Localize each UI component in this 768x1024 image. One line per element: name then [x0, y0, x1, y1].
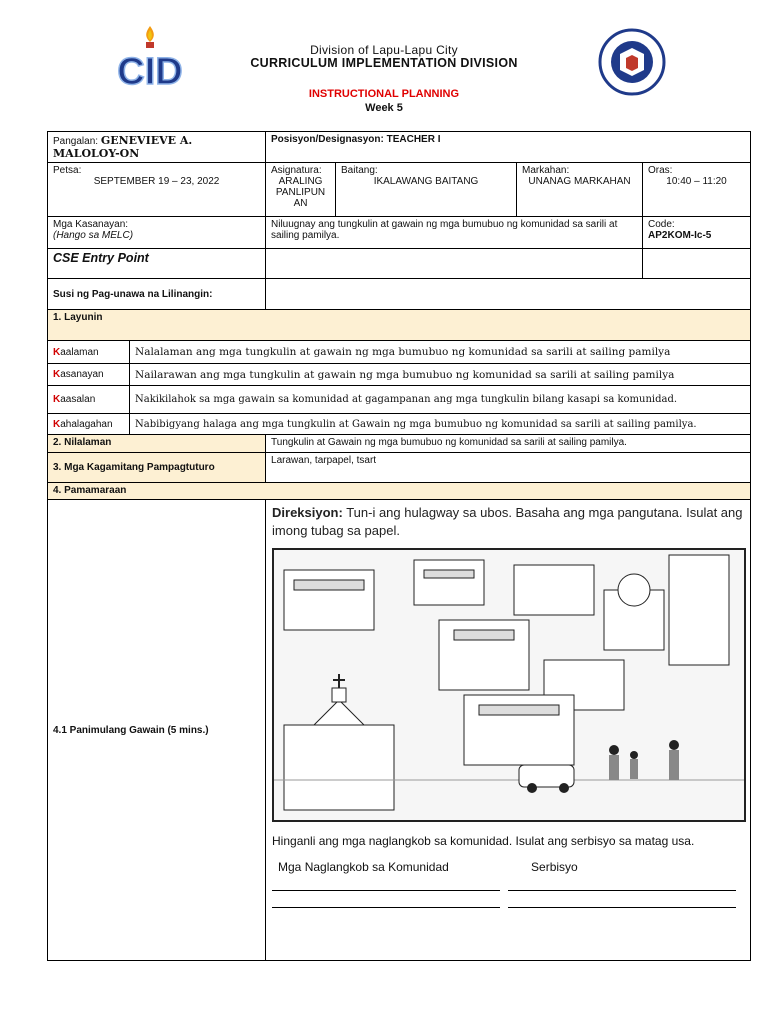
competency-sub: (Hango sa MELC)	[53, 230, 134, 241]
grade-value: IKALAWANG BAITANG	[373, 176, 479, 187]
week-label: Week 5	[365, 102, 403, 114]
direction-label: Direksiyon:	[272, 505, 343, 520]
grade-label: Baitang:	[341, 165, 378, 176]
objective-text: Nailarawan ang mga tungkulin at gawain ng mga bumubuo ng komunidad sa sarili at sailing pamilya	[130, 364, 751, 386]
answer-line-row	[272, 878, 744, 891]
objective-initial: K	[53, 369, 61, 380]
instruction-text: Hinganli ang mga naglangkob sa komunidad. Isulat ang serbisyo sa matag usa.	[272, 834, 695, 848]
document-header	[0, 0, 768, 130]
date-value: SEPTEMBER 19 – 23, 2022	[93, 176, 220, 187]
objective-initial: K	[53, 418, 61, 430]
office-name: CURRICULUM IMPLEMENTATION DIVISION	[250, 56, 518, 70]
objective-initial: K	[53, 346, 61, 358]
name-value: GENEVIEVE A. MALOLOY-ON	[53, 134, 193, 160]
direction-body: Tun-i ang hulagway sa ubos. Basaha ang mga pangutana. Isulat ang imong tubag sa papel.	[272, 505, 743, 538]
row-details	[48, 163, 751, 217]
objective-text: Nakikilahok sa mga gawain sa komunidad at gagampanan ang mga tungkulin bilang kasapi sa komunidad.	[130, 386, 751, 414]
row-name	[48, 132, 751, 163]
subject-label: Asignatura:	[271, 165, 322, 176]
name-label: Pangalan:	[53, 136, 99, 147]
answer-line[interactable]	[508, 895, 736, 908]
planning-table	[47, 131, 751, 961]
objective-label: asanayan	[60, 369, 104, 380]
row-panimula	[48, 500, 751, 961]
column-heading-community: Mga Naglangkob sa Komunidad	[278, 860, 449, 874]
answer-line[interactable]	[508, 878, 736, 891]
objective-text: Nalalaman ang mga tungkulin at gawain ng mga bumubuo ng komunidad sa sarili at sailing pamilya	[130, 341, 751, 364]
answer-line[interactable]	[272, 878, 500, 891]
objective-row	[48, 364, 751, 386]
cse-label: CSE Entry Point	[48, 249, 266, 279]
objective-label: aasalan	[60, 394, 96, 405]
objective-label: aalaman	[60, 346, 99, 358]
column-heading-service: Serbisyo	[531, 860, 578, 874]
row-kagamitan	[48, 453, 751, 483]
code-label: Code:	[648, 219, 675, 230]
nilalaman-value: Tungkulin at Gawain ng mga bumubuo ng komunidad sa sarili at sailing pamilya.	[266, 435, 751, 453]
direction-text	[272, 504, 744, 540]
pamamaraan-heading: 4. Pamamaraan	[48, 483, 751, 500]
row-competency	[48, 217, 751, 249]
kagamitan-label: 3. Mga Kagamitang Pampagtuturo	[48, 453, 266, 483]
objective-row	[48, 341, 751, 364]
objective-row	[48, 386, 751, 414]
objective-row	[48, 414, 751, 435]
susi-label: Susi ng Pag-unawa na Lilinangin:	[48, 279, 266, 310]
division-name: Division of Lapu-Lapu City	[310, 43, 458, 57]
cid-logo-text: CID	[117, 51, 183, 92]
answer-line-row	[272, 895, 744, 908]
nilalaman-label: 2. Nilalaman	[48, 435, 266, 453]
kagamitan-value: Larawan, tarpapel, tsart	[266, 453, 751, 483]
row-nilalaman	[48, 435, 751, 453]
answer-columns	[272, 860, 744, 874]
position-value: TEACHER I	[386, 134, 441, 145]
date-label: Petsa:	[53, 165, 82, 176]
row-layunin-heading	[48, 310, 751, 341]
panimula-label: 4.1 Panimulang Gawain (5 mins.)	[48, 500, 266, 961]
code-value: AP2KOM-Ic-5	[648, 230, 712, 241]
competency-label: Mga Kasanayan:	[53, 219, 129, 230]
subject-value: ARALING PANLIPUN AN	[275, 176, 326, 209]
time-label: Oras:	[648, 165, 673, 176]
position-label: Posisyon/Designasyon:	[271, 134, 384, 145]
answer-line[interactable]	[272, 895, 500, 908]
competency-value: Niluugnay ang tungkulin at gawain ng mga bumubuo ng komunidad sa sarili at sailing pamilya.	[266, 217, 643, 249]
quarter-value: UNANAG MARKAHAN	[528, 176, 631, 187]
row-pamamaraan	[48, 483, 751, 500]
row-susi	[48, 279, 751, 310]
time-value: 10:40 – 11:20	[666, 176, 727, 187]
row-cse	[48, 249, 751, 279]
objective-text: Nabibigyang halaga ang mga tungkulin at Gawain ng mga bumubuo ng komunidad sa sarili at sailing pamilya.	[130, 414, 751, 435]
layunin-heading: 1. Layunin	[48, 310, 751, 341]
objective-initial: K	[53, 394, 61, 405]
community-illustration	[272, 548, 746, 822]
deped-seal-icon	[598, 28, 666, 96]
objective-label: ahalagahan	[60, 418, 113, 430]
doc-title: INSTRUCTIONAL PLANNING	[308, 88, 460, 100]
quarter-label: Markahan:	[522, 165, 570, 176]
